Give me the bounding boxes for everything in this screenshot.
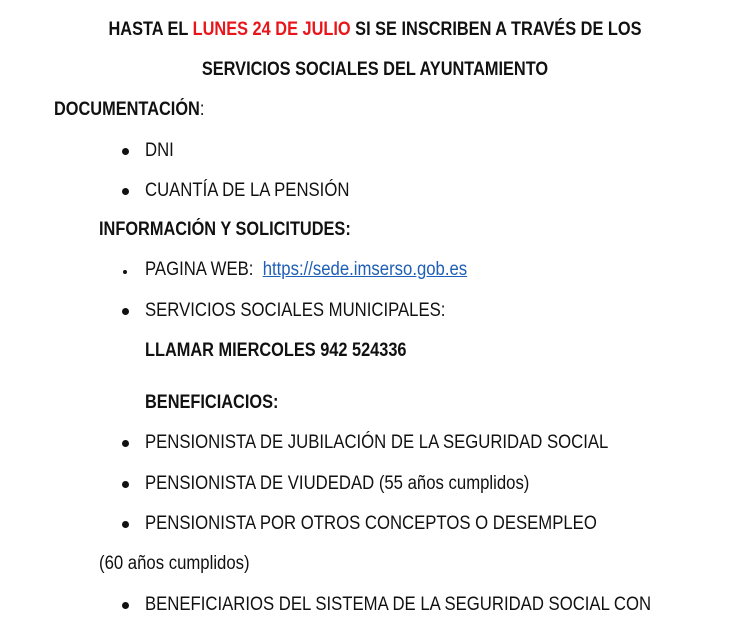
bullet-icon [122, 188, 129, 195]
web-item [145, 259, 467, 281]
header-text-pre: HASTA EL [108, 19, 193, 40]
doc-item-dni: DNI [145, 140, 174, 161]
documentacion-colon: : [199, 99, 205, 120]
bullet-icon [122, 308, 129, 315]
documentacion-heading-line [54, 99, 204, 121]
beneficiario-continuation: (60 años cumplidos) [99, 553, 250, 574]
documentacion-heading: DOCUMENTACIÓN [54, 99, 200, 120]
header-line-1 [53, 19, 698, 41]
servicios-item: SERVICIOS SOCIALES MUNICIPALES: [145, 300, 446, 321]
header-text-post: SI SE INSCRIBEN A TRAVÉS DE LOS [350, 19, 642, 40]
bullet-icon [122, 440, 129, 447]
beneficiario-item: PENSIONISTA POR OTROS CONCEPTOS O DESEMPLEO [145, 513, 597, 534]
llamar-text: LLAMAR MIERCOLES 942 524336 [145, 340, 407, 361]
bullet-icon [122, 521, 129, 528]
informacion-heading: INFORMACIÓN Y SOLICITUDES: [99, 219, 351, 240]
web-label: PAGINA WEB: [145, 259, 254, 280]
bullet-icon [123, 270, 127, 274]
deadline-highlight: LUNES 24 DE JULIO [192, 19, 351, 40]
beneficiario-item: PENSIONISTA DE VIUDEDAD (55 años cumplidos) [145, 473, 530, 494]
web-link[interactable]: https://sede.imserso.gob.es [262, 259, 468, 280]
beneficiarios-heading: BENEFICIACIOS: [145, 392, 279, 413]
beneficiario-item: PENSIONISTA DE JUBILACIÓN DE LA SEGURIDAD SOCIAL [145, 432, 609, 453]
header-line-2: SERVICIOS SOCIALES DEL AYUNTAMIENTO [201, 59, 549, 80]
bullet-icon [122, 148, 129, 155]
doc-item-cuantia: CUANTÍA DE LA PENSIÓN [145, 180, 350, 201]
bullet-icon [122, 602, 129, 609]
bullet-icon [122, 481, 129, 488]
beneficiario-item: BENEFICIARIOS DEL SISTEMA DE LA SEGURIDAD SOCIAL CON [145, 594, 652, 615]
